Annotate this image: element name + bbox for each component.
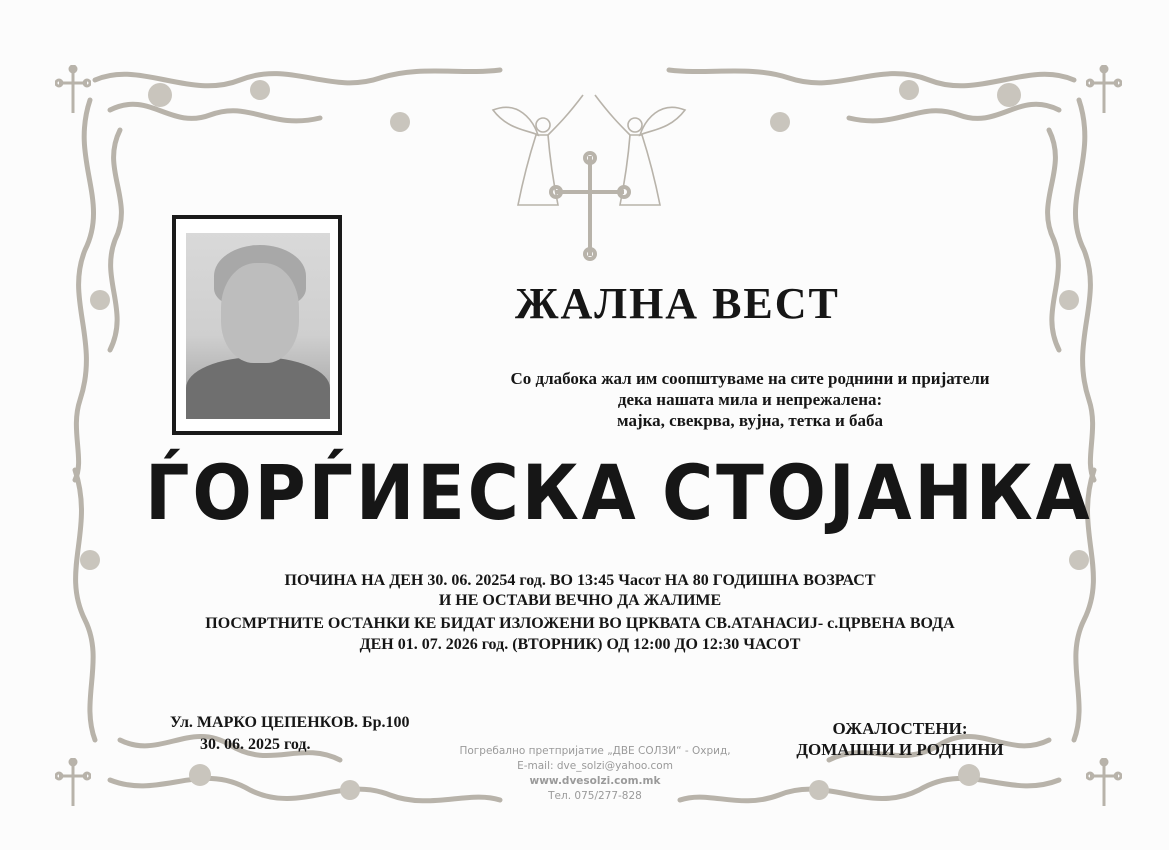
orthodox-cross-icon <box>1086 758 1122 808</box>
orthodox-cross-icon <box>1086 65 1122 115</box>
deceased-given-name: СТОЈАНКА <box>662 448 1093 537</box>
details-line-3: ПОСМРТНИТЕ ОСТАНКИ КЕ БИДАТ ИЗЛОЖЕНИ ВО ЦРКВАТА СВ.АТАНАСИЈ- с.ЦРВЕНА ВОДА <box>205 615 955 632</box>
funeral-home-name: Погребално претпријатие „ДВЕ СОЛЗИ“ - Охрид, <box>459 745 731 757</box>
page-title: ЖАЛНА ВЕСТ <box>515 279 840 328</box>
deceased-surname: ЃОРЃИЕСКА <box>145 448 639 537</box>
mourners-block <box>780 718 1020 760</box>
mourners-names: ДОМАШНИ И РОДНИНИ <box>796 740 1004 759</box>
intro-line-3: мајка, свекрва, вујна, тетка и баба <box>617 411 883 430</box>
mourners-label: ОЖАЛОСТЕНИ: <box>832 719 968 738</box>
address-block <box>170 712 409 756</box>
orthodox-cross-icon <box>55 758 91 808</box>
portrait-frame <box>172 215 342 435</box>
street-address: Ул. МАРКО ЦЕПЕНКОВ. Бр.100 <box>170 714 410 731</box>
details-line-4: ДЕН 01. 07. 2026 год. (ВТОРНИК) ОД 12:00 ДО 12:30 ЧАСОТ <box>359 636 801 653</box>
portrait-photo <box>186 233 330 419</box>
intro-line-2: дека нашата мила и непрежалена: <box>617 390 883 409</box>
funeral-home-info <box>430 744 760 804</box>
intro-line-1: Со длабока жал им соопштуваме на сите роднини и пријатели <box>510 369 990 388</box>
notice-date: 30. 06. 2025 год. <box>200 736 311 753</box>
details-line-2: И НЕ ОСТАВИ ВЕЧНО ДА ЖАЛИМЕ <box>438 592 722 609</box>
orthodox-cross-icon <box>548 150 632 262</box>
details-line-1: ПОЧИНА НА ДЕН 30. 06. 20254 год. ВО 13:45 Часот НА 80 ГОДИШНА ВОЗРАСТ <box>284 572 876 589</box>
funeral-home-website: www.dvesolzi.com.mk <box>529 775 661 787</box>
funeral-home-email: E-mail: dve_solzi@yahoo.com <box>517 760 673 772</box>
orthodox-cross-icon <box>55 65 91 115</box>
funeral-home-phone: Тел. 075/277-828 <box>548 790 642 802</box>
